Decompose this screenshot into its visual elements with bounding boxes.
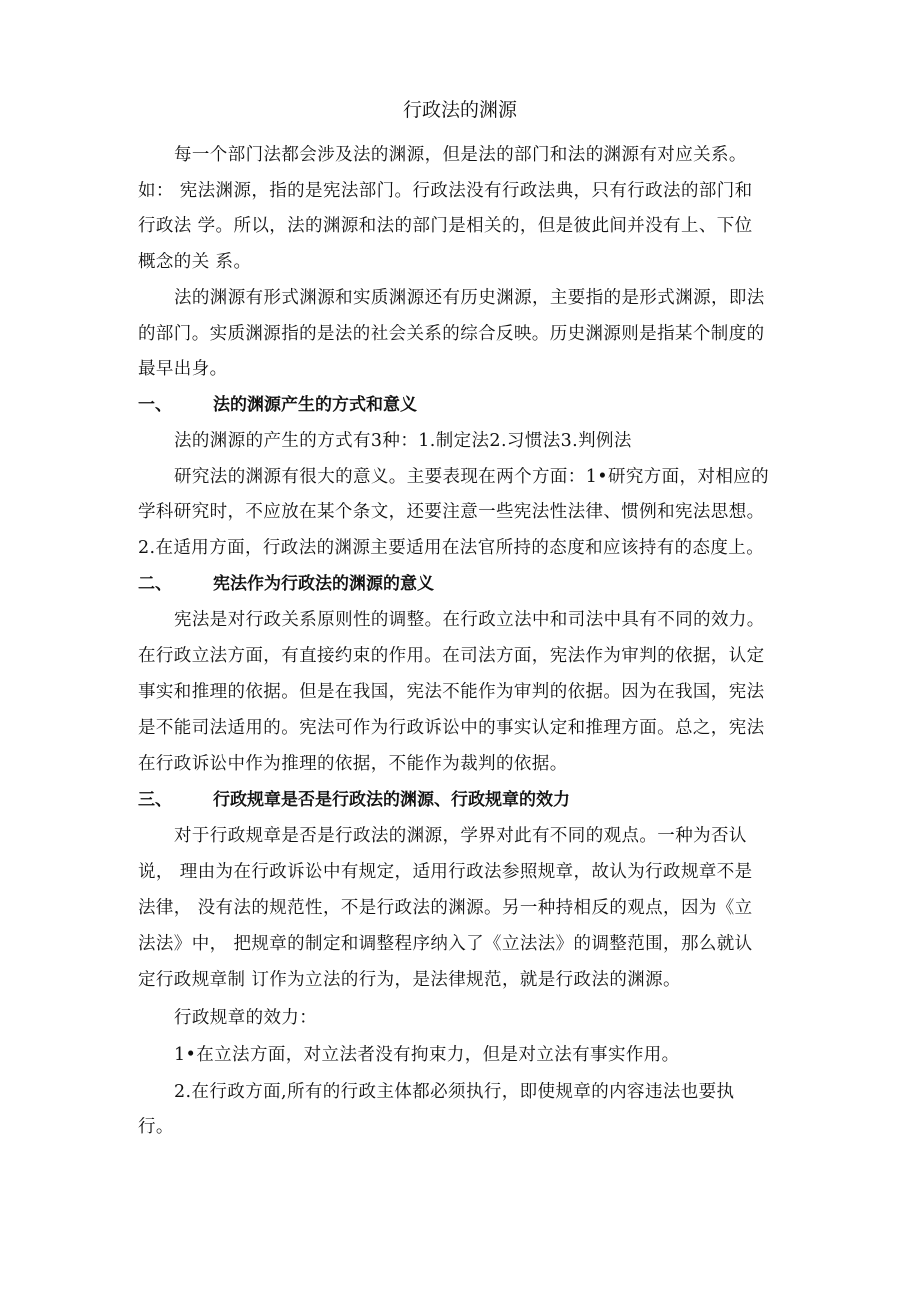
document-title: 行政法的渊源 (402, 99, 517, 121)
paragraph-5-line-3: 事实和推理的依据。但是在我国，宪法不能作为审判的依据。因为在我国，宪法 (138, 682, 765, 702)
paragraph-6-line-3: 法律， 没有法的规范性，不是行政法的渊源。另一种持相反的观点，因为《立 (138, 898, 753, 918)
section-heading-3 (138, 785, 570, 815)
paragraph-6-line-1: 对于行政规章是否是行政法的渊源，学界对此有不同的观点。一种为否认 (174, 826, 747, 846)
paragraph-1-line-2: 如： 宪法渊源，指的是宪法部门。行政法没有行政法典，只有行政法的部门和 (138, 181, 753, 201)
paragraph-6-line-4: 法法》中， 把规章的制定和调整程序纳入了《立法法》的调整范围，那么就认 (138, 934, 753, 954)
paragraph-5-line-1: 宪法是对行政关系原则性的调整。在行政立法中和司法中具有不同的效力。 (174, 610, 765, 630)
paragraph-7-line-1: 行政规章的效力： (174, 1008, 318, 1028)
paragraph-1-line-4: 概念的关 系。 (138, 252, 252, 272)
paragraph-5-line-5: 在行政诉讼中作为推理的依据，不能作为裁判的依据。 (138, 754, 568, 774)
paragraph-5-line-2: 在行政立法方面，有直接约束的作用。在司法方面，宪法作为审判的依据，认定 (138, 646, 765, 666)
section-number: 一、 (138, 395, 172, 415)
paragraph-3-line-1: 法的渊源的产生的方式有3种：1.制定法2.习惯法3.判例法 (174, 431, 632, 451)
section-heading-text: 法的渊源产生的方式和意义 (213, 395, 417, 415)
paragraph-2-line-2: 的部门。实质渊源指的是法的社会关系的综合反映。历史渊源则是指某个制度的 (138, 324, 765, 344)
paragraph-1-line-1: 每一个部门法都会涉及法的渊源，但是法的部门和法的渊源有对应关系。 (174, 145, 747, 165)
paragraph-9-line-2: 行。 (138, 1117, 174, 1137)
section-number: 三、 (138, 790, 172, 810)
paragraph-4-line-2: 学科研究时，不应放在某个条文，还要注意一些宪法性法律、惯例和宪法思想。 (138, 502, 765, 522)
section-heading-1 (138, 390, 417, 420)
paragraph-4-line-1: 研究法的渊源有很大的意义。主要表现在两个方面：1•研究方面，对相应的 (174, 467, 770, 487)
section-heading-2 (138, 569, 434, 599)
paragraph-2-line-1: 法的渊源有形式渊源和实质渊源还有历史渊源，主要指的是形式渊源，即法 (174, 288, 765, 308)
section-heading-text: 宪法作为行政法的渊源的意义 (213, 574, 434, 594)
paragraph-4-line-3: 2.在适用方面，行政法的渊源主要适用在法官所持的态度和应该持有的态度上。 (138, 538, 765, 558)
section-heading-text: 行政规章是否是行政法的渊源、行政规章的效力 (213, 790, 570, 810)
paragraph-8-line-1: 1•在立法方面，对立法者没有拘束力，但是对立法有事实作用。 (174, 1045, 680, 1065)
paragraph-1-line-3: 行政法 学。所以，法的渊源和法的部门是相关的，但是彼此间并没有上、下位 (138, 216, 753, 236)
paragraph-6-line-5: 定行政规章制 订作为立法的行为，是法律规范，就是行政法的渊源。 (138, 970, 681, 990)
paragraph-5-line-4: 是不能司法适用的。宪法可作为行政诉讼中的事实认定和推理方面。总之，宪法 (138, 718, 765, 738)
paragraph-2-line-3: 最早出身。 (138, 359, 228, 379)
section-number: 二、 (138, 574, 172, 594)
paragraph-6-line-2: 说， 理由为在行政诉讼中有规定，适用行政法参照规章，故认为行政规章不是 (138, 862, 753, 882)
paragraph-9-line-1: 2.在行政方面,所有的行政主体都必须执行，即使规章的内容违法也要执 (174, 1082, 735, 1102)
